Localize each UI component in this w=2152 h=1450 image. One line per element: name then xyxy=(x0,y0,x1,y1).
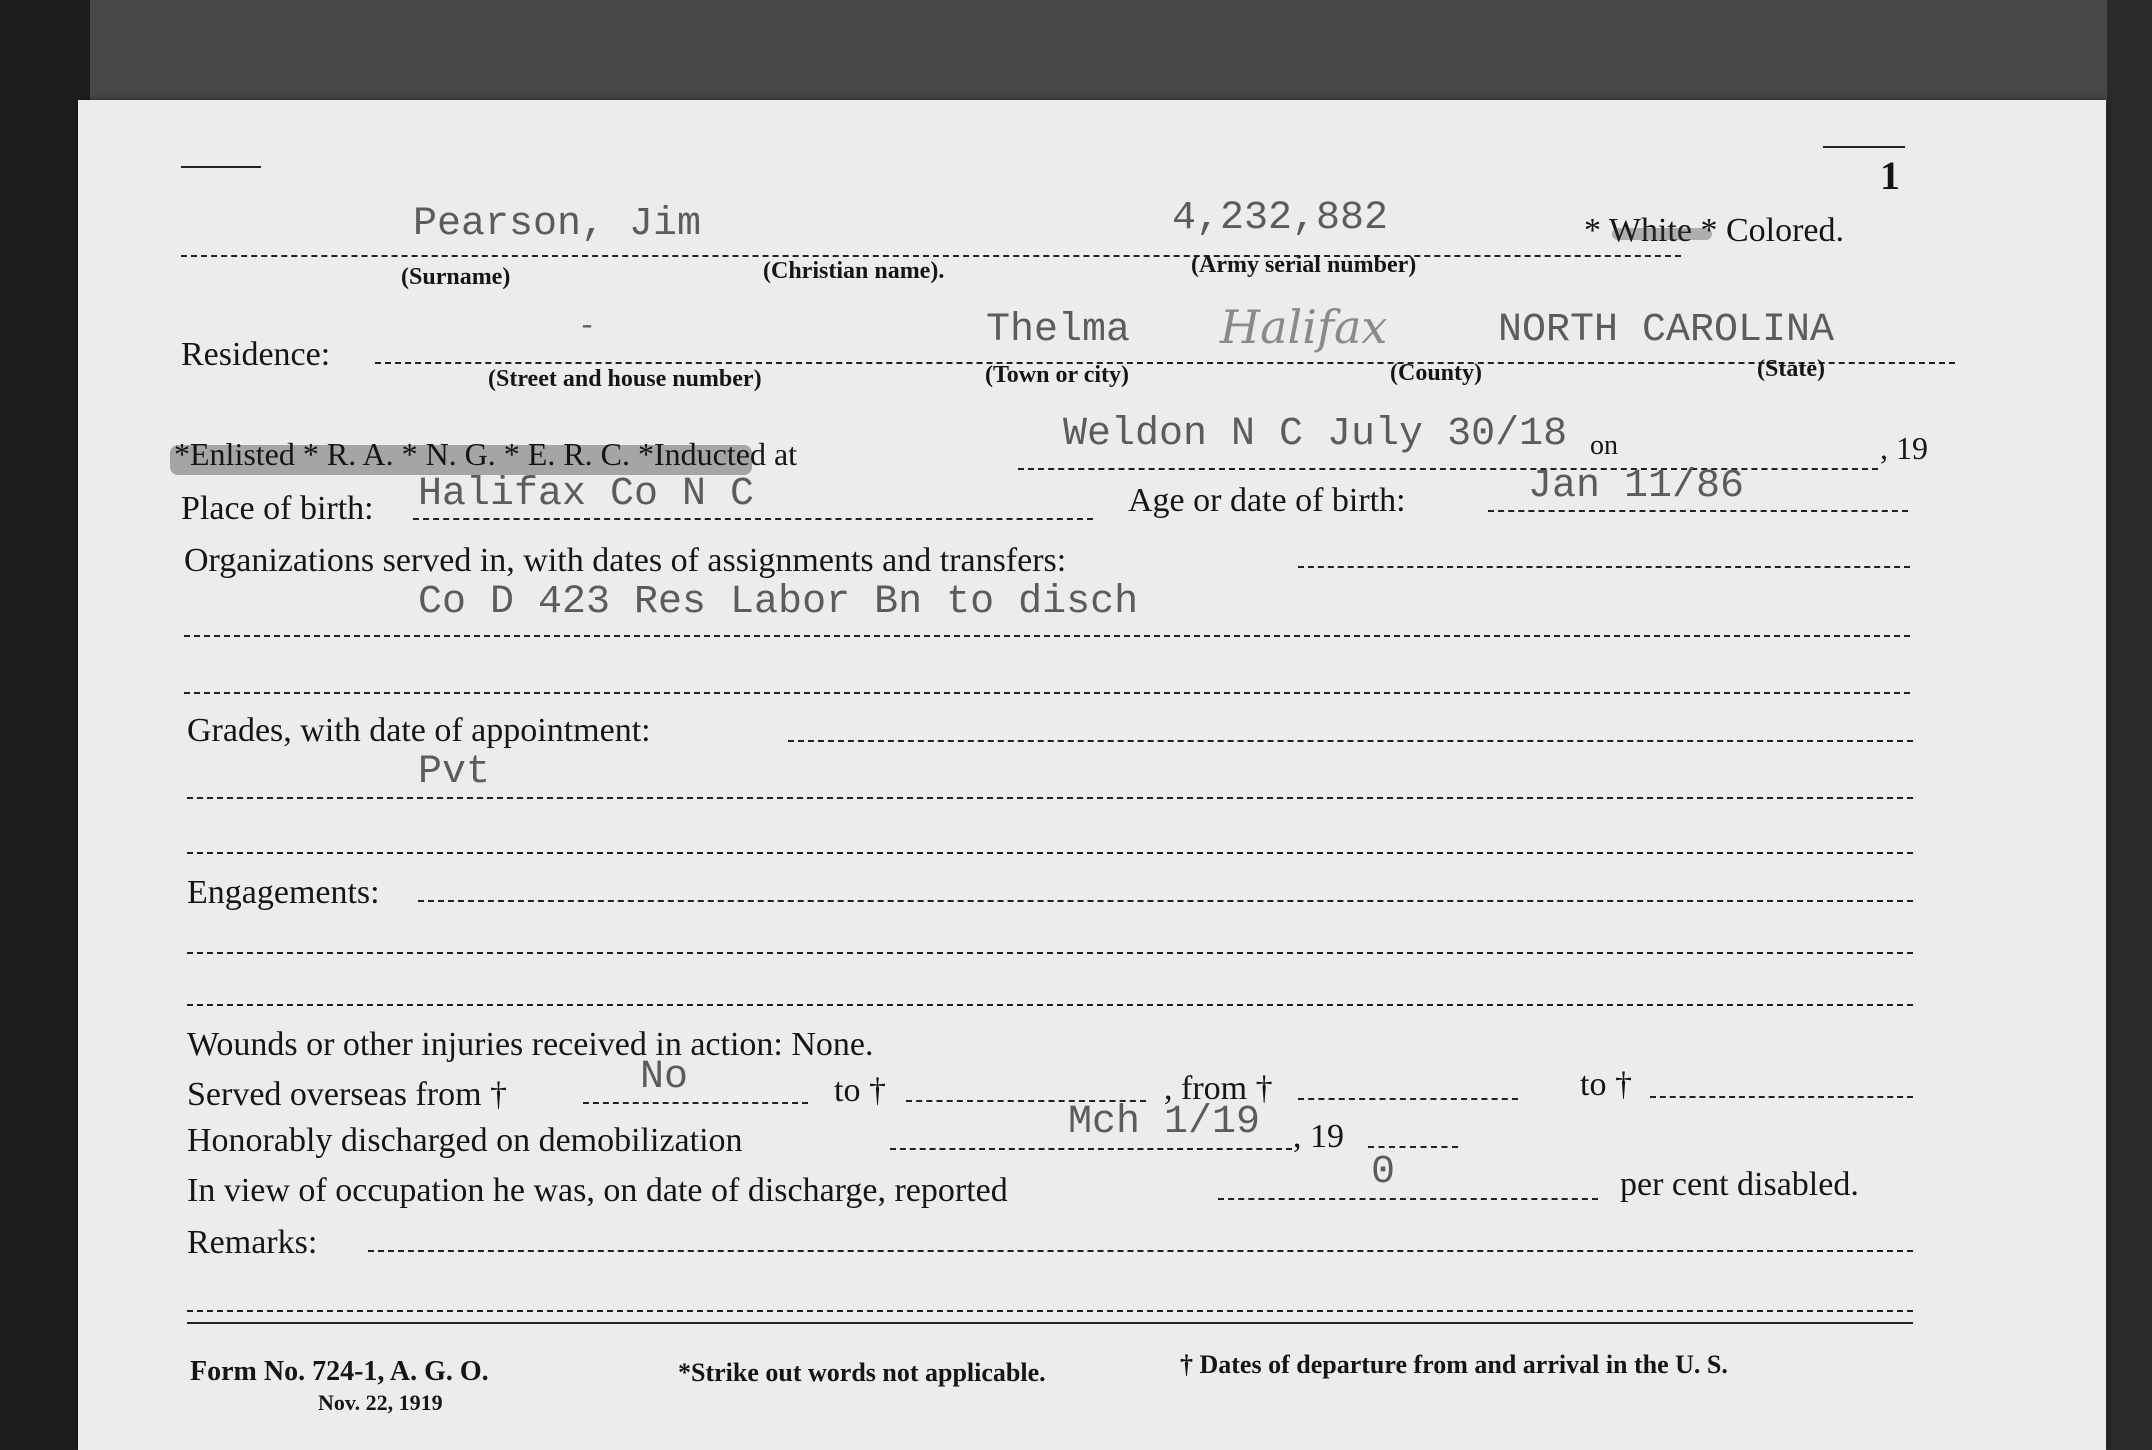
form-date: Nov. 22, 1919 xyxy=(318,1390,443,1415)
overseas-return-to-line xyxy=(1650,1096,1913,1098)
state-caption: (State) xyxy=(1757,356,1825,382)
birth-place-line xyxy=(413,518,1093,520)
disability-value: 0 xyxy=(1371,1150,1396,1195)
white-strikeout xyxy=(1612,228,1712,240)
overseas-return-from-line xyxy=(1298,1098,1518,1100)
surname-caption: (Surname) xyxy=(401,264,511,290)
overseas-return-to-label: to † xyxy=(1580,1066,1632,1103)
disability-line xyxy=(1218,1198,1598,1200)
organizations-line-1 xyxy=(1298,566,1910,568)
engagements-line-1 xyxy=(418,900,1913,902)
overseas-from-line xyxy=(583,1102,808,1104)
overseas-from-label: Served overseas from † xyxy=(187,1076,508,1113)
remarks-line-3 xyxy=(187,1322,1913,1324)
dates-note: † Dates of departure from and arrival in the U. S. xyxy=(1180,1350,1728,1379)
residence-county-value: Halifax xyxy=(1220,300,1388,354)
engagements-line-2 xyxy=(187,952,1913,954)
grades-label: Grades, with date of appointment: xyxy=(187,712,651,749)
birth-place-label: Place of birth: xyxy=(181,490,374,527)
grades-value: Pvt xyxy=(418,750,491,795)
overseas-return-from-label: , from † xyxy=(1164,1070,1273,1107)
discharge-label: Honorably discharged on demobilization xyxy=(187,1122,743,1159)
disability-suffix: per cent disabled. xyxy=(1620,1166,1859,1203)
grades-line-1 xyxy=(788,740,1913,742)
street-caption: (Street and house number) xyxy=(488,366,762,392)
birth-date-value: Jan 11/86 xyxy=(1528,464,1745,509)
top-left-rule xyxy=(181,166,261,168)
strike-out-note: *Strike out words not applicable. xyxy=(678,1358,1046,1387)
grades-line-3 xyxy=(187,852,1913,854)
county-caption: (County) xyxy=(1390,360,1483,386)
residence-street-value: - xyxy=(578,310,597,344)
card-number: 1 xyxy=(1880,153,1900,198)
name-line xyxy=(181,255,1681,257)
serial-number-value: 4,232,882 xyxy=(1172,196,1389,241)
birth-place-value: Halifax Co N C xyxy=(418,472,755,517)
remarks-line-2 xyxy=(187,1310,1913,1312)
overseas-to-label: to † xyxy=(834,1072,886,1109)
form-number: Form No. 724-1, A. G. O. xyxy=(190,1356,489,1387)
scanner-background-top xyxy=(0,0,2152,105)
christian-name-caption: (Christian name). xyxy=(763,258,945,284)
residence-town-value: Thelma xyxy=(986,308,1131,353)
organizations-label: Organizations served in, with dates of assignments and transfers: xyxy=(184,542,1067,579)
top-right-rule xyxy=(1823,146,1905,148)
organizations-line-3 xyxy=(184,692,1910,694)
disability-label: In view of occupation he was, on date of discharge, reported xyxy=(187,1172,1008,1209)
discharge-date-line xyxy=(890,1148,1292,1150)
induction-on-label: on xyxy=(1590,430,1618,461)
age-label: Age or date of birth: xyxy=(1128,482,1406,519)
discharge-year-label: , 19 xyxy=(1293,1118,1344,1155)
remarks-label: Remarks: xyxy=(187,1224,318,1261)
organizations-line-2 xyxy=(184,635,1910,637)
induction-prefix: *Enlisted * R. A. * N. G. * E. R. C. *Inducted at xyxy=(174,436,798,472)
remarks-line-1 xyxy=(368,1250,1913,1252)
birth-date-line xyxy=(1488,510,1908,512)
race-options: * White * Colored. xyxy=(1584,212,1844,249)
serial-number-caption: (Army serial number) xyxy=(1191,252,1417,278)
scanner-background-left xyxy=(0,0,90,1450)
engagements-label: Engagements: xyxy=(187,874,380,911)
induction-place-date-value: Weldon N C July 30/18 xyxy=(1063,412,1568,457)
service-record-card xyxy=(78,100,2106,1450)
town-caption: (Town or city) xyxy=(985,362,1129,388)
surname-christian-value: Pearson, Jim xyxy=(413,202,702,247)
scanner-background-right xyxy=(2107,0,2152,1450)
residence-state-value: NORTH CAROLINA xyxy=(1498,308,1835,353)
induction-line xyxy=(1018,468,1878,470)
induction-year-label: , 19 xyxy=(1880,430,1928,466)
discharge-date-value: Mch 1/19 xyxy=(1068,1100,1261,1145)
organizations-value: Co D 423 Res Labor Bn to disch xyxy=(418,580,1139,625)
discharge-year-line xyxy=(1368,1146,1458,1148)
wounds-label: Wounds or other injuries received in action: None. xyxy=(187,1026,874,1063)
residence-label: Residence: xyxy=(181,336,331,373)
engagements-line-3 xyxy=(187,1004,1913,1006)
residence-line xyxy=(375,362,1955,364)
overseas-from-value: No xyxy=(640,1055,689,1100)
grades-line-2 xyxy=(187,797,1913,799)
